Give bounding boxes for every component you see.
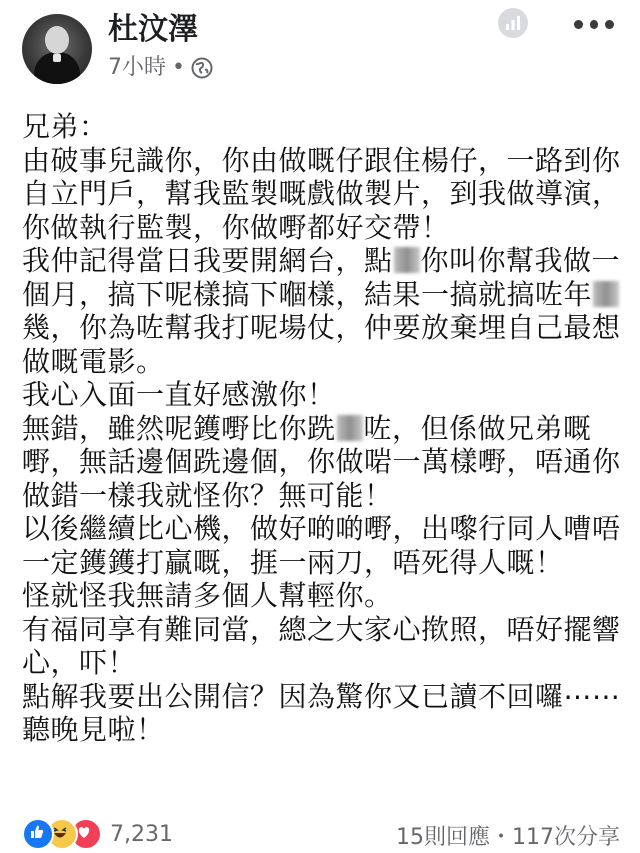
post-text-segment: 幾，你為咗幫我打呢場仗，仲要放棄埋自己最想	[22, 311, 621, 344]
reaction-count: 7,231	[110, 821, 173, 847]
post-text-line	[22, 311, 632, 345]
post-text-line	[22, 345, 632, 379]
meta-separator: •	[172, 55, 185, 80]
post-text-line	[22, 378, 632, 412]
post-text-line	[22, 613, 632, 647]
post-text-line	[22, 512, 632, 546]
post-text-line	[22, 479, 632, 513]
post-text-segment: 我仲記得當日我要開網台，點	[22, 244, 393, 277]
globe-icon[interactable]	[191, 57, 213, 79]
post-text-line	[22, 646, 632, 680]
post-text-line	[22, 110, 632, 144]
post-text-segment: 咗，但係做兄弟嘅	[363, 411, 592, 445]
post-meta	[108, 54, 213, 82]
redacted-text-blur	[337, 415, 363, 441]
post-text-segment: 無錯，雖然呢鑊嘢比你跣	[22, 411, 336, 445]
post-text-line	[22, 546, 632, 580]
post-text-segment: 聽晚見啦！	[22, 713, 165, 746]
more-icon[interactable]	[574, 20, 614, 32]
post-text-segment: 由破事兒識你，你由做嘅仔跟住楊仔，一路到你	[22, 143, 621, 177]
post-text-segment: 點解我要出公開信？因為驚你又已讀不回囉⋯⋯	[22, 679, 621, 713]
redacted-text-blur	[593, 281, 619, 307]
post-text-segment: 自立門戶，幫我監製嘅戲做製片，到我做導演，	[22, 177, 621, 210]
post-text-segment: 做嘅電影。	[22, 344, 165, 378]
post-text-line	[22, 412, 632, 446]
post-text-segment: 個月，搞下呢樣搞下嗰樣，結果一搞就搞咗年	[22, 277, 593, 311]
post-text-line	[22, 278, 632, 312]
post-text-line	[22, 144, 632, 178]
post-text-segment: 做錯一樣我就怪你？無可能！	[22, 478, 393, 512]
post-text-line	[22, 445, 632, 479]
post-text-segment: 我心入面一直好感激你！	[22, 378, 336, 411]
post-text-segment: 心，吓！	[22, 646, 137, 679]
post-text-line	[22, 244, 632, 278]
reaction-summary[interactable]	[22, 818, 173, 850]
post-text-line	[22, 177, 632, 211]
author-name[interactable]: 杜汶澤	[108, 12, 198, 47]
post-text-line	[22, 680, 632, 714]
redacted-text-blur	[394, 247, 420, 273]
insights-icon[interactable]	[498, 8, 528, 38]
post-footer	[0, 812, 640, 853]
post-text-segment: 以後繼續比心機，做好啲啲嘢，出嚟行同人嘈唔	[22, 512, 621, 545]
post-text-line	[22, 211, 632, 245]
comments-shares-count[interactable]: 15則回應・117次分享	[396, 825, 620, 850]
post-text-segment: 有福同享有難同當，總之大家心揿照，唔好擺響	[22, 612, 621, 646]
post-text-segment: 嘢，無話邊個跣邊個，你做啱一萬樣嘢，唔通你	[22, 445, 621, 478]
post-text-segment: 你做執行監製，你做嘢都好交帶！	[22, 210, 450, 244]
post-text-line	[22, 713, 632, 747]
post-text-segment: 兄弟：	[22, 110, 108, 143]
post-text-segment: 怪就怪我無請多個人幫輕你。	[22, 579, 393, 612]
post-text-line	[22, 579, 632, 613]
post-text-segment: 一定鑊鑊打贏嘅，捱一兩刀，唔死得人嘅！	[22, 545, 564, 579]
post-body	[22, 110, 632, 747]
like-icon	[22, 818, 54, 850]
post-time[interactable]: 7小時	[108, 55, 166, 80]
avatar[interactable]	[22, 14, 92, 84]
post-text-segment: 你叫你幫我做一	[420, 244, 621, 277]
post-header	[0, 0, 640, 90]
